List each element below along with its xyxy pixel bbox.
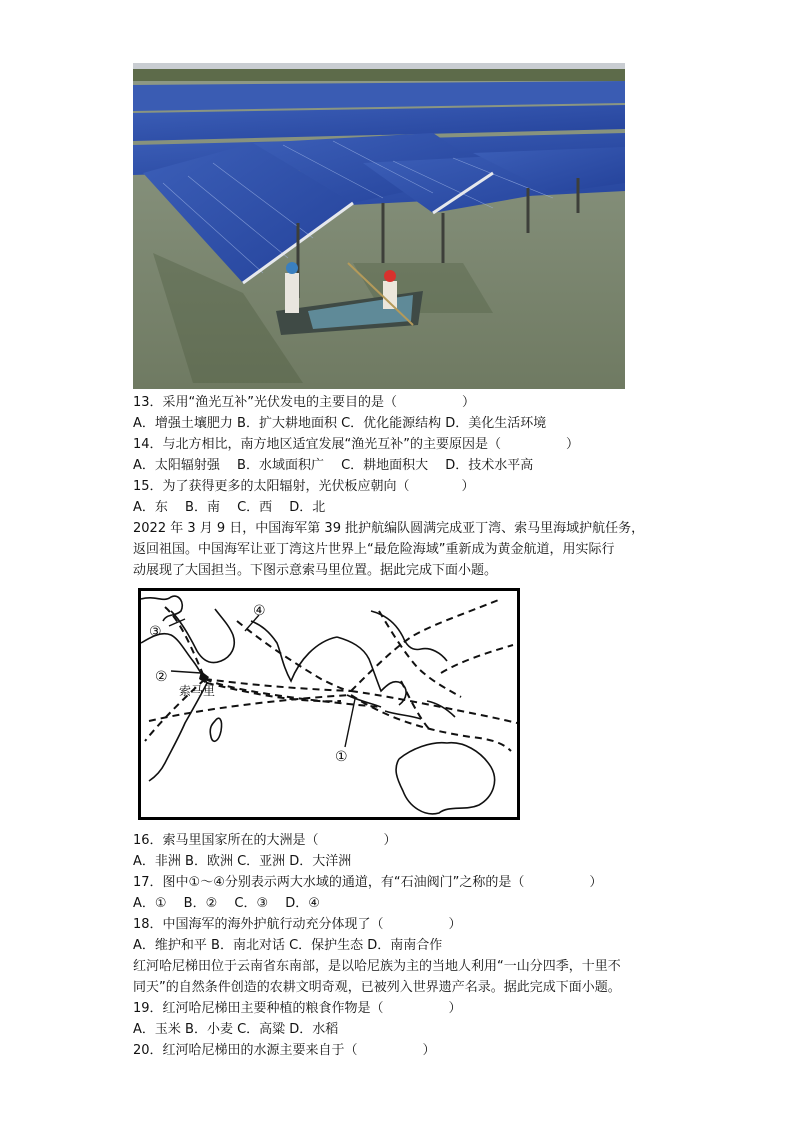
map-label-1: ① bbox=[335, 749, 348, 765]
map-label-3: ③ bbox=[149, 624, 162, 640]
question-19: 19．红河哈尼梯田主要种植的粮食作物是（ ） bbox=[133, 1001, 462, 1016]
question-17-options: A．① B．② C．③ D．④ bbox=[133, 896, 320, 911]
map-label-4: ④ bbox=[253, 603, 266, 619]
passage-hani-line-2: 同天”的自然条件创造的农耕文明奇观，已被列入世界遗产名录。据此完成下面小题。 bbox=[133, 980, 621, 995]
question-16-options: A．非洲 B．欧洲 C．亚洲 D．大洋洲 bbox=[133, 854, 352, 869]
question-13-options: A．增强土壤肥力 B．扩大耕地面积 C．优化能源结构 D．美化生活环境 bbox=[133, 416, 547, 431]
map-label-2: ② bbox=[155, 669, 168, 685]
map-label-somalia: 索马里 bbox=[179, 684, 216, 698]
question-16: 16．索马里国家所在的大洲是（ ） bbox=[133, 833, 397, 848]
question-14-options: A．太阳辐射强 B．水域面积广 C．耕地面积大 D．技术水平高 bbox=[133, 458, 534, 473]
passage-somalia-line-2: 返回祖国。中国海军让亚丁湾这片世界上“最危险海域”重新成为黄金航道，用实际行 bbox=[133, 542, 615, 557]
question-19-options: A．玉米 B．小麦 C．高粱 D．水稻 bbox=[133, 1022, 339, 1037]
question-13: 13．采用“渔光互补”光伏发电的主要目的是（ ） bbox=[133, 395, 476, 410]
passage-hani-line-1: 红河哈尼梯田位于云南省东南部，是以哈尼族为主的当地人利用“一山分四季，十里不 bbox=[133, 959, 621, 974]
question-14: 14．与北方相比，南方地区适宜发展“渔光互补”的主要原因是（ ） bbox=[133, 437, 580, 452]
question-15: 15．为了获得更多的太阳辐射，光伏板应朝向（ ） bbox=[133, 479, 475, 494]
somalia-location-map bbox=[138, 588, 520, 820]
question-20: 20．红河哈尼梯田的水源主要来自于（ ） bbox=[133, 1043, 436, 1058]
passage-somalia-line-1: 2022 年 3 月 9 日，中国海军第 39 批护航编队圆满完成亚丁湾、索马里海域护航任务， bbox=[133, 521, 645, 536]
question-15-options: A．东 B．南 C．西 D．北 bbox=[133, 500, 326, 515]
question-18: 18．中国海军的海外护航行动充分体现了（ ） bbox=[133, 917, 462, 932]
solar-fishpond-photo bbox=[133, 63, 625, 389]
question-18-options: A．维护和平 B．南北对话 C．保护生态 D．南南合作 bbox=[133, 938, 443, 953]
question-17: 17．图中①～④分别表示两大水域的通道，有“石油阀门”之称的是（ ） bbox=[133, 875, 603, 890]
passage-somalia-line-3: 动展现了大国担当。下图示意索马里位置。据此完成下面小题。 bbox=[133, 563, 498, 578]
